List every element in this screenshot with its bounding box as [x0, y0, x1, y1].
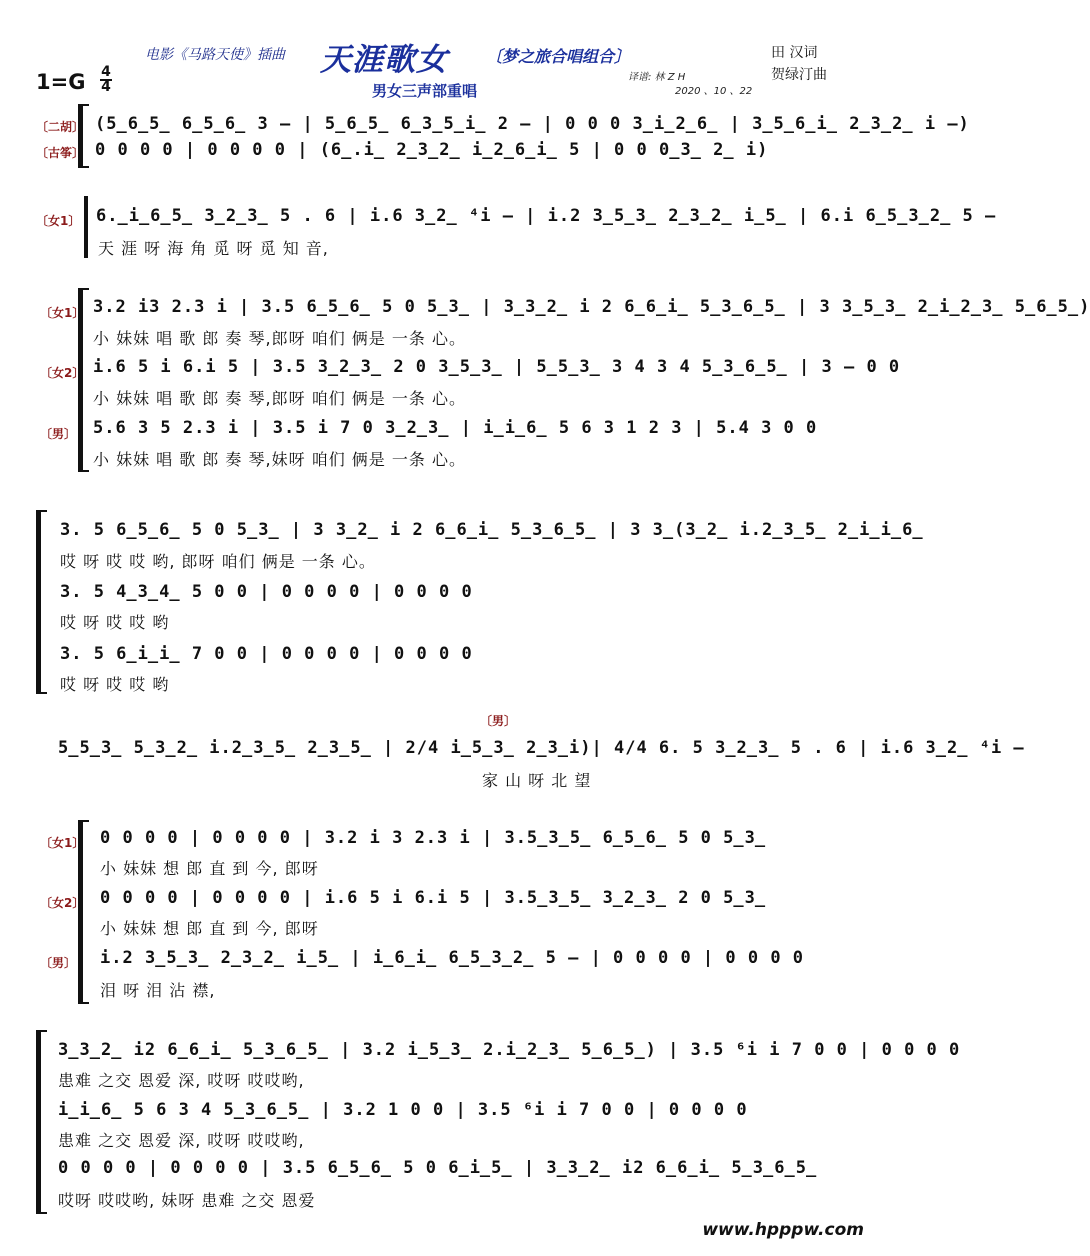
part-label-male: 〔男〕	[40, 956, 77, 970]
lyric-line: 小 妹妹 唱 歌 郎 奏 琴,郎呀 咱们 俩是 一条 心。	[93, 329, 466, 348]
notation-line: 0 0 0 0 | 0 0 0 0 | (6̲.i̲ 2̲3̲2̲ i̲2̲6̲i̲ 5 | 0 0 0̲3̲ 2̲ i)	[95, 140, 769, 160]
part-label-male: 〔男〕	[480, 714, 517, 728]
notation-line: i̲i̲6̲ 5 6 3 4 5̲3̲6̲5̲ | 3.2 1 0 0 | 3.5 ⁶i i 7 0 0 | 0 0 0 0	[58, 1100, 748, 1120]
time-signature-bottom: 4	[101, 79, 111, 95]
lyric-line: 小 妹妹 唱 歌 郎 奏 琴,妹呀 咱们 俩是 一条 心。	[93, 450, 466, 469]
lyric-line: 泪 呀 泪 沾 襟,	[100, 981, 216, 1000]
notation-line: 5.6 3 5 2.3 i | 3.5 i 7 0 3̲2̲3̲ | i̲i̲6̲ 5 6 3 1 2 3 | 5.4 3 0 0	[93, 418, 818, 438]
notation-line: 3̲3̲2̲ i2 6̲6̲i̲ 5̲3̲6̲5̲ | 3.2 i̲5̲3̲ 2.i̲2̲3̲ 5̲6̲5̲) | 3.5 ⁶i i 7 0 0 | 0 0 0 0	[58, 1040, 961, 1060]
lyric-line: 小 妹妹 想 郎 直 到 今, 郎呀	[100, 859, 319, 878]
part-label-erhu: 〔二胡〕	[36, 120, 85, 134]
composer: 贺绿汀曲	[771, 67, 827, 83]
lyric-line: 患难 之交 恩爱 深, 哎呀 哎哎哟,	[58, 1131, 305, 1150]
lyric-line: 哎 呀 哎 哎 哟	[60, 613, 170, 632]
lyric-line: 哎呀 哎哎哟, 妹呀 患难 之交 恩爱	[58, 1191, 316, 1210]
notation-line: 3. 5 4̲3̲4̲ 5 0 0 | 0 0 0 0 | 0 0 0 0	[60, 582, 473, 602]
notation-line: 0 0 0 0 | 0 0 0 0 | 3.2 i 3 2.3 i | 3.5̲3̲5̲ 6̲5̲6̲ 5 0 5̲3̲	[100, 828, 767, 848]
lyric-line: 哎 呀 哎 哎 哟, 郎呀 咱们 俩是 一条 心。	[60, 552, 376, 571]
part-label-female-1: 〔女1〕	[40, 836, 85, 850]
notation-line: 3.2 i3 2.3 i | 3.5 6̲5̲6̲ 5 0 5̲3̲ | 3̲3̲2̲ i 2 6̲6̲i̲ 5̲3̲6̲5̲ | 3 3̲5̲3̲ 2̲i̲2̲3̲ 5̲6̲5̲)	[93, 297, 1090, 317]
arrangement-type: 男女三声部重唱	[372, 82, 478, 100]
lyricist: 田 汉词	[771, 45, 818, 61]
time-signature	[100, 66, 112, 94]
lyric-line: 患难 之交 恩爱 深, 哎呀 哎哎哟,	[58, 1071, 305, 1090]
lyric-line: 小 妹妹 想 郎 直 到 今, 郎呀	[100, 919, 319, 938]
score-date: 2020 、10 、22	[675, 86, 753, 97]
notation-line: i.2 3̲5̲3̲ 2̲3̲2̲ i̲5̲ | i̲6̲i̲ 6̲5̲3̲2̲ 5 – | 0 0 0 0 | 0 0 0 0	[100, 948, 805, 968]
lyric-line: 家 山 呀 北 望	[482, 771, 592, 790]
lyric-line: 哎 呀 哎 哎 哟	[60, 675, 170, 694]
lyric-line: 小 妹妹 唱 歌 郎 奏 琴,郎呀 咱们 俩是 一条 心。	[93, 389, 466, 408]
song-title: 天涯歌女	[320, 42, 448, 78]
part-label-guzheng: 〔古筝〕	[36, 146, 85, 160]
notation-line: 3. 5 6̲i̲i̲ 7 0 0 | 0 0 0 0 | 0 0 0 0	[60, 644, 473, 664]
part-label-female-2: 〔女2〕	[40, 366, 85, 380]
film-source: 电影《马路天使》插曲	[145, 47, 285, 63]
notation-line: 5̲5̲3̲ 5̲3̲2̲ i.2̲3̲5̲ 2̲3̲5̲ | 2/4 i̲5̲3̲ 2̲3̲i)| 4/4 6. 5 3̲2̲3̲ 5 . 6 | i.6 3̲2̲ ⁴i –	[58, 738, 1025, 758]
website-watermark: www.hpppw.com	[702, 1220, 864, 1240]
part-label-male: 〔男〕	[40, 427, 77, 441]
system-bracket	[36, 1030, 47, 1214]
system-bracket	[36, 510, 47, 694]
part-label-female-2: 〔女2〕	[40, 896, 85, 910]
notation-line: 0 0 0 0 | 0 0 0 0 | i.6 5 i 6.i 5 | 3.5̲3̲5̲ 3̲2̲3̲ 2 0 5̲3̲	[100, 888, 767, 908]
notation-line: (5̲6̲5̲ 6̲5̲6̲ 3 – | 5̲6̲5̲ 6̲3̲5̲i̲ 2 – | 0 0 0 3̲i̲2̲6̲ | 3̲5̲6̲i̲ 2̲3̲2̲ i –)	[95, 114, 970, 134]
score-transcriber: 译谱: 林 Z H	[628, 72, 686, 83]
notation-line: 0 0 0 0 | 0 0 0 0 | 3.5 6̲5̲6̲ 5 0 6̲i̲5̲ | 3̲3̲2̲ i2 6̲6̲i̲ 5̲3̲6̲5̲	[58, 1158, 818, 1178]
notation-line: 6.̲i̲6̲5̲ 3̲2̲3̲ 5 . 6 | i.6 3̲2̲ ⁴i – | i.2 3̲5̲3̲ 2̲3̲2̲ i̲5̲ | 6.i 6̲5̲3̲2̲ 5 –	[96, 206, 997, 226]
part-label-female-1: 〔女1〕	[40, 306, 85, 320]
notation-line: 3. 5 6̲5̲6̲ 5 0 5̲3̲ | 3 3̲2̲ i 2 6̲6̲i̲ 5̲3̲6̲5̲ | 3 3̲(3̲2̲ i.2̲3̲5̲ 2̲i̲i̲6̲	[60, 520, 924, 540]
part-label-female-1: 〔女1〕	[36, 214, 81, 228]
notation-line: i.6 5 i 6.i 5 | 3.5 3̲2̲3̲ 2 0 3̲5̲3̲ | 5̲5̲3̲ 3 4 3 4 5̲3̲6̲5̲ | 3 – 0 0	[93, 357, 901, 377]
lyric-line: 天 涯 呀 海 角 觅 呀 觅 知 音,	[98, 239, 329, 258]
barline	[84, 196, 88, 258]
performer-group: 〔梦之旅合唱组合〕	[486, 47, 631, 66]
key-signature: 1=G	[36, 70, 86, 94]
time-signature-top: 4	[101, 64, 111, 80]
